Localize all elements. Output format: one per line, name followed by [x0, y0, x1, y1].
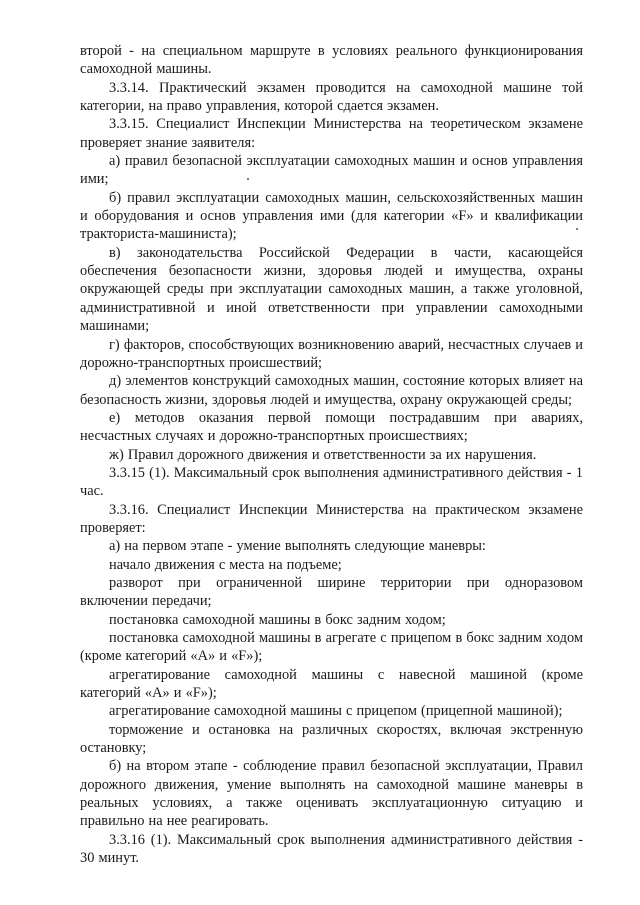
- paragraph-3-3-15: 3.3.15. Специалист Инспекции Министерства на теоретическом экзамене проверяет знание заявителя:: [80, 116, 583, 151]
- list-item-d: д) элементов конструкций самоходных машин, состояние которых влияет на безопасность жизни, здоровья людей и имущества, охрану окружающей среды;: [80, 373, 583, 408]
- paragraph-3-3-16-1: 3.3.16 (1). Максимальный срок выполнения административного действия - 30 минут.: [80, 831, 583, 867]
- maneuver-item: агрегатирование самоходной машины с навесной машиной (кроме категорий «А» и «F»);: [80, 666, 583, 702]
- list-item-zh: ж) Правил дорожного движения и ответственности за их нарушения.: [109, 446, 537, 463]
- list-item-stage-1: а) на первом этапе - умение выполнять следующие маневры:: [109, 538, 486, 555]
- maneuver-item: агрегатирование самоходной машины с прицепом (прицепной машиной);: [109, 703, 563, 720]
- paragraph-3-3-16: 3.3.16. Специалист Инспекции Министерства на практическом экзамене проверяет:: [80, 501, 583, 536]
- list-item-g: г) факторов, способствующих возникновению аварий, несчастных случаев и дорожно-транспортных происшествий;: [80, 336, 583, 371]
- scan-speck: [247, 178, 249, 180]
- document-body: [80, 42, 583, 867]
- list-item-a: а) правил безопасной эксплуатации самоходных машин и основ управления ими;: [80, 153, 583, 188]
- list-item-b: б) правил эксплуатации самоходных машин, сельскохозяйственных машин и оборудования и основ управления ими (для категории «F» и квалификации тракториста-машиниста);: [80, 189, 583, 243]
- list-item-stage-2: б) на втором этапе - соблюдение правил безопасной эксплуатации, Правил дорожного движения, умение выполнять на самоходной машине маневры в реальных условиях, а также оценивать эксплуатационную ситуацию и правильно на нее реагировать.: [80, 758, 583, 830]
- maneuver-item: постановка самоходной машины в агрегате с прицепом в бокс задним ходом (кроме категорий «А» и «F»);: [80, 630, 583, 665]
- maneuver-item: разворот при ограниченной ширине территории при одноразовом включении передачи;: [80, 574, 583, 610]
- maneuver-item: начало движения с места на подъеме;: [109, 556, 342, 573]
- scan-speck: [576, 228, 578, 230]
- paragraph-3-3-15-1: 3.3.15 (1). Максимальный срок выполнения административного действия - 1 час.: [80, 464, 583, 500]
- maneuver-item: постановка самоходной машины в бокс задним ходом;: [109, 611, 446, 628]
- list-item-v: в) законодательства Российской Федерации в части, касающейся обеспечения безопасности жизни, здоровья людей и имущества, охраны окружающей среды при эксплуатации самоходных машин, а также уголовной, административной и иной ответственности при управлении самоходными машинами;: [80, 244, 583, 335]
- paragraph-continuation: второй - на специальном маршруте в условиях реального функционирования самоходной машины.: [80, 43, 583, 78]
- paragraph-3-3-14: 3.3.14. Практический экзамен проводится на самоходной машине той категории, на право управления, которой сдается экзамен.: [80, 79, 583, 115]
- maneuver-item: торможение и остановка на различных скоростях, включая экстренную остановку;: [80, 721, 583, 757]
- list-item-e: е) методов оказания первой помощи пострадавшим при авариях, несчастных случаях и дорожно-транспортных происшествиях;: [80, 409, 583, 445]
